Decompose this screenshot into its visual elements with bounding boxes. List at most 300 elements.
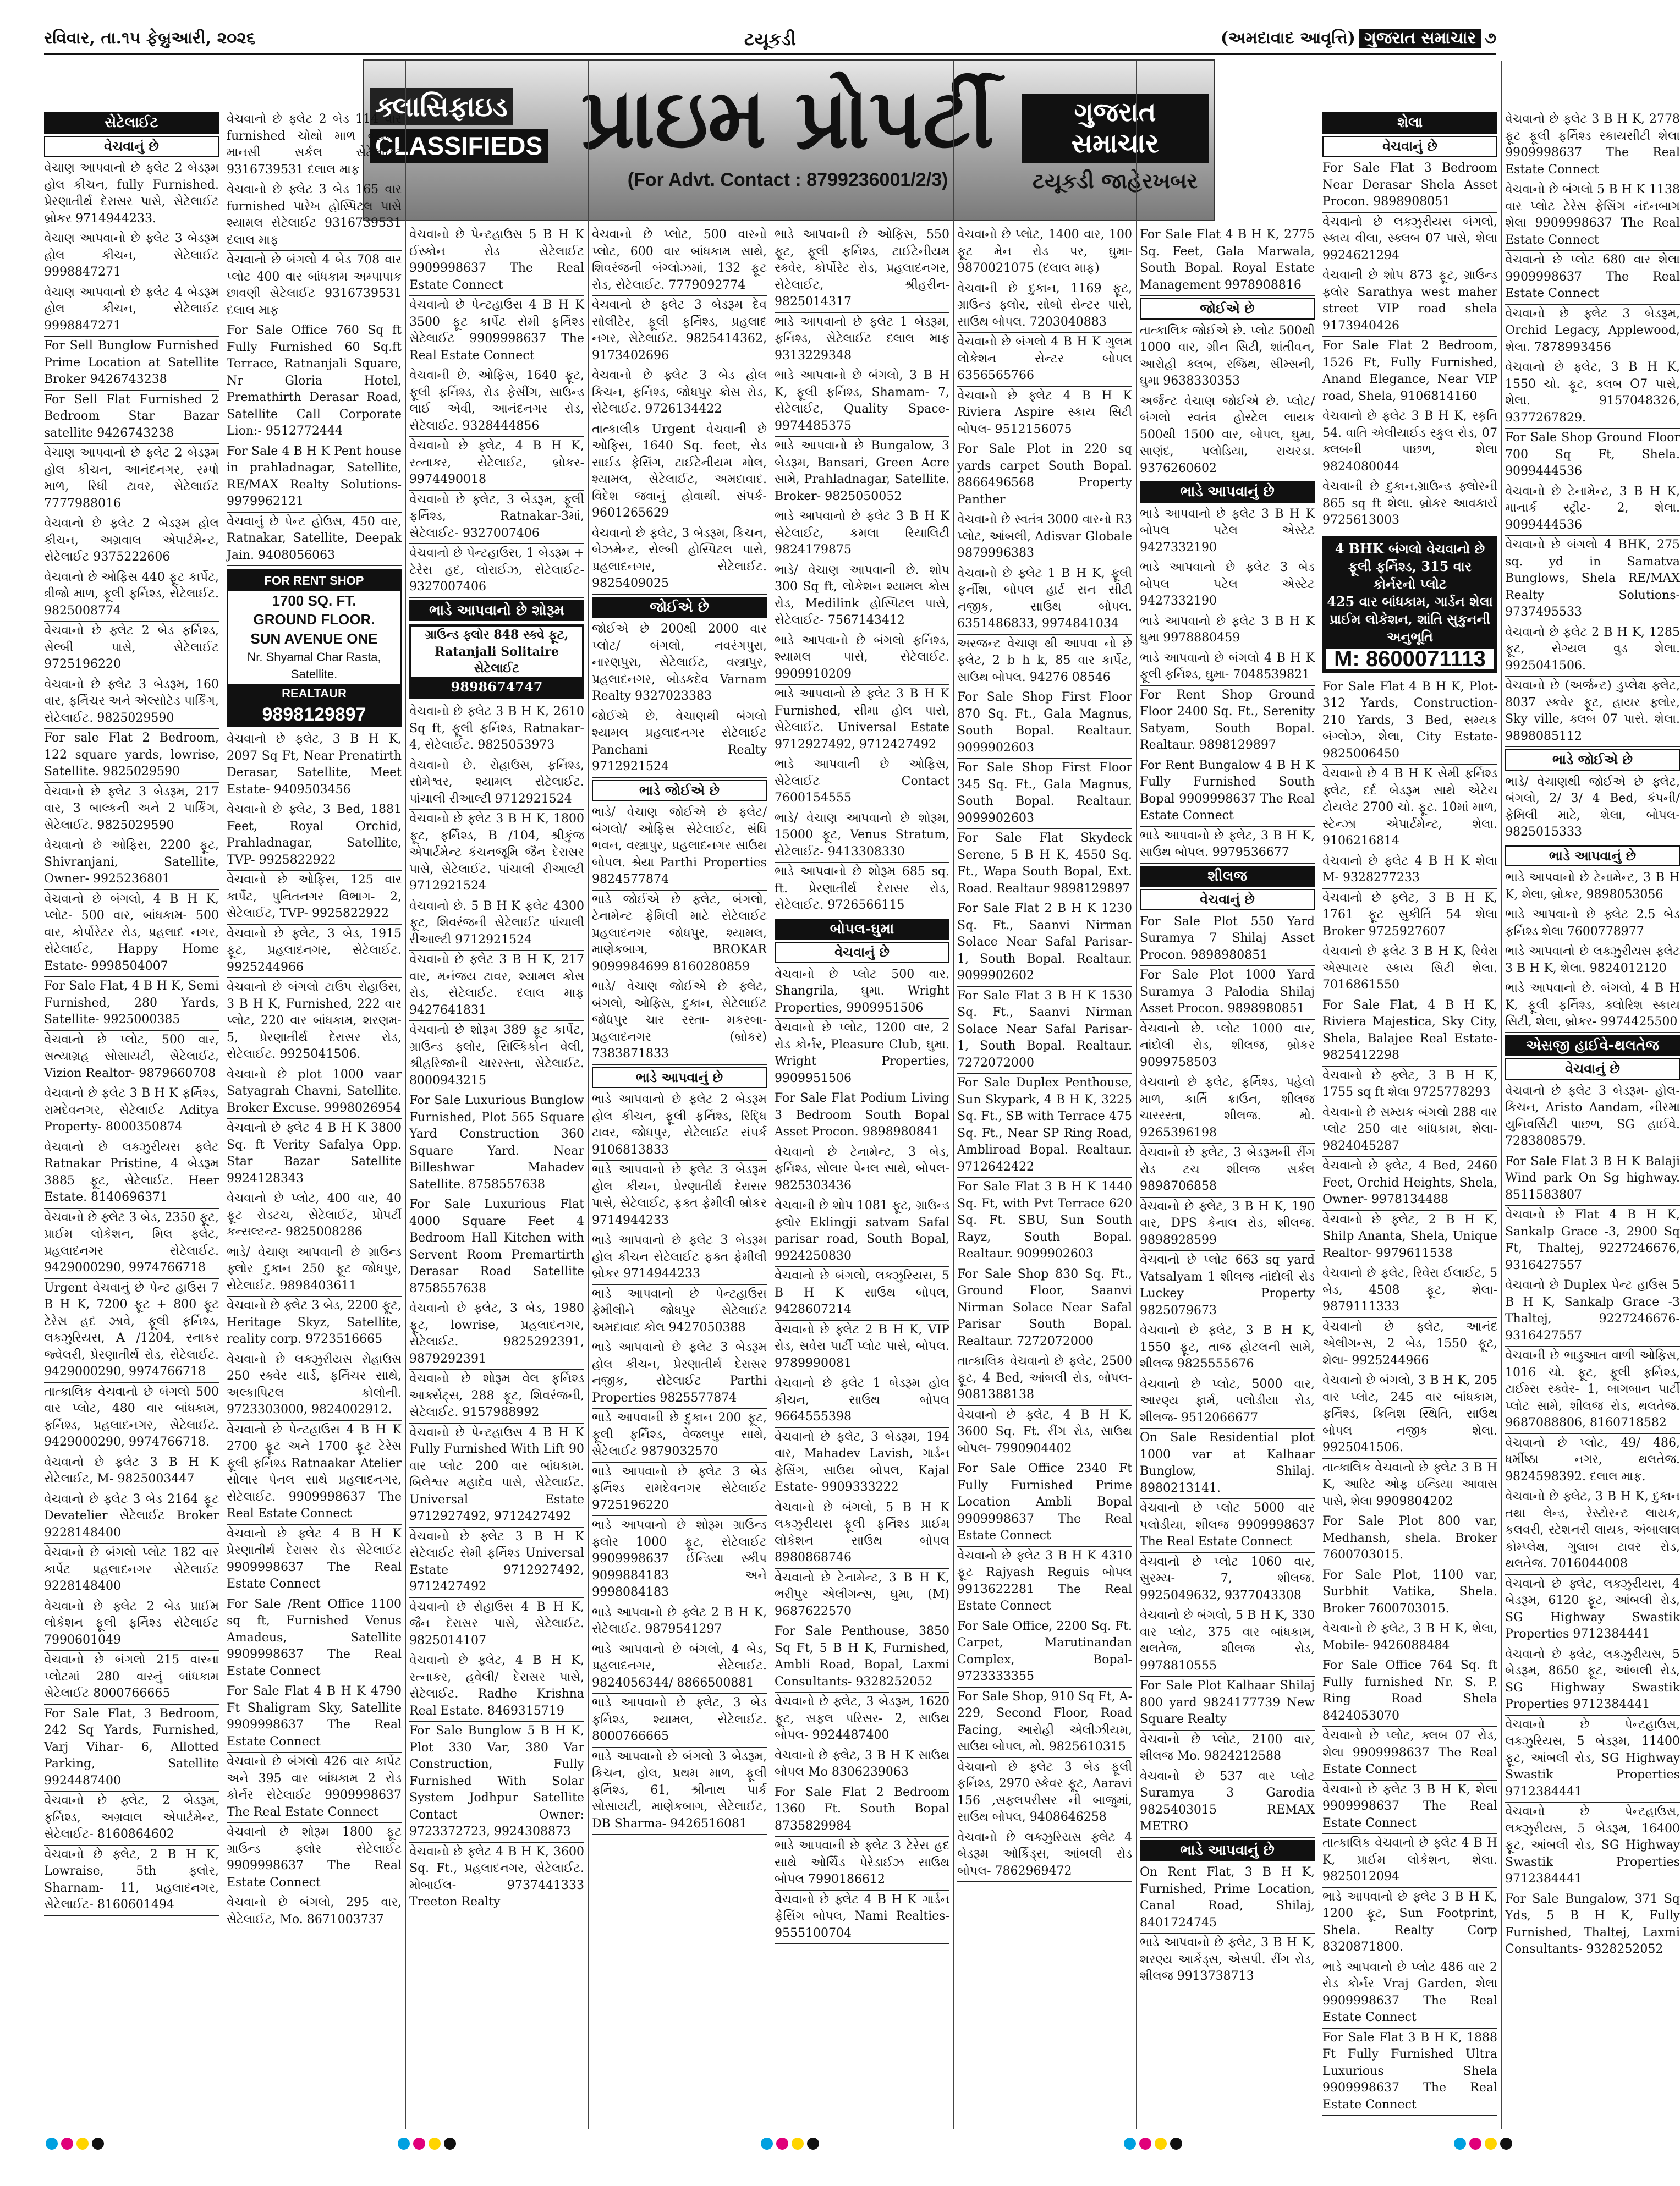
classified-ad: વેચવાનો છે પ્લોટ, 2100 વાર, શીલજ Mo. 9824212588 (1140, 1731, 1315, 1767)
classified-ad: ભાડે/ વેચાણ આપવાની છે. શોપ 300 Sq ft, લોકેશન શ્યામલ ક્રોસ રોડ, Medilink હોસ્પિટલ પાસે, સેટેલાઈટ- 7567143412 (775, 561, 949, 631)
category-subheading: ભાડે જોઈએ છે (1505, 749, 1680, 771)
classified-ad: વેચવાનો છે બંગલો 4 બેડ 708 વાર પ્લોટ 400 વાર બાંધકામ અમ્પાપાક છાવણી સેટેલાઈટ 9316739531 દલાલ માફ (227, 251, 402, 321)
color-dot (761, 2138, 773, 2150)
cmyk-dots-icon (759, 2138, 825, 2153)
classified-ad: ભાડે આપવાનો છે ફ્લેટ 2 બેડરૂમ હોલ કીચન, ફૂલી ફર્નિશ્ડ, રિદ્ધિ ટાવર, જોધપુર, સેટેલાઈટ સંપર્ક 9106813833 (592, 1090, 767, 1161)
classified-ad: વેચવાનો છે બંગલો, 5 B H K, 330 વાર પ્લોટ, 375 વાર બાંધકામ, થલતેજ, શીલજ રોડ, 9978810555 (1140, 1606, 1315, 1677)
classified-ad: વેચવાનો છે ફ્લેટ 3 બેડરૂમ, 217 વાર, 3 બાલ્કની અને 2 પાર્કિંગ, સેટેલાઈટ. 9825029590 (44, 783, 219, 837)
classified-ad: For Sale Flat 4 B H K 4790 Ft Shaligram Sky, Satellite 9909998637 The Real Estate Connect (227, 1682, 402, 1753)
classified-ad: વેચવાનો છે ફ્લેટ 4 B H K પ્રેરણાતીર્થ દેરાસર રોડ સેટેલાઈટ 9909998637 The Real Estate Connect (227, 1525, 402, 1595)
classified-ad: વેચવાનો છે ફ્લેટ, 3 B H K, 190 વાર, DPS કેનાલ રોડ, શીલજ. 9898928599 (1140, 1198, 1315, 1251)
classified-ad: વેચવાનો છે પેન્ટહાઉસ 4 B H K Fully Furnished With Lift 90 વાર પ્લોટ 200 વાર બાંધકામ. બિલેશ્વર મહાદેવ પાસે, સેટેલાઈટ. Universal Estate 9712927492, 9712427492 (409, 1424, 584, 1528)
classified-ad: For Sale Office, 2200 Sq. Ft. Carpet, Marutinandan Complex, Bopal- 9723333355 (957, 1617, 1132, 1688)
section-heading: શીલજ (1140, 866, 1315, 887)
classified-ad: જોઈએ છે 200થી 2000 વાર પ્લોટ/ બંગલો, નવરંગપુરા, નારણપુરા, સેટેલાઈટ, વસ્ત્રાપુર, પ્રહલાદનગર, બોડકદેવ Varnam Realty 9327023383 (592, 620, 767, 707)
cmyk-dots-icon (396, 2138, 462, 2153)
classified-ad: વેચવાનો છે ફ્લેટ 3 બેડ 2164 ફૂટ Devatelier સેટેલાઈટ Broker 9228148400 (44, 1490, 219, 1544)
classified-ad: ભાડે આપવાનો છે બંગલો 3 બેડરૂમ, કિચન, હોલ, પ્રથમ માળ, ફૂલી ફર્નિશ્ડ, 61, શ્રીનાથ પાર્ક સોસાયટી, માણેકબાગ, સેટેલાઈટ, DB Sharma- 9426516081 (592, 1748, 767, 1835)
classified-ad: વેચવાનો છે ફ્લેટ, 3 B H K, 1550 ચો. ફૂટ, ક્લબ O7 પાસે, શેલા. 9157048326, 9377267829. (1505, 358, 1680, 429)
classified-ad: વેચવાનો છે Flat 4 B H K, Sankalp Grace -3, 2900 Sq Ft, Thaltej, 9227246676, 9316427557 (1505, 1206, 1680, 1276)
category-subheading: વેચવાનું છે (1322, 136, 1497, 157)
classified-ad: For Sale Plot Kalhaar Shilaj 800 yard 9824177739 New Square Realty (1140, 1677, 1315, 1731)
classified-ad: On Sale Residential plot 1000 var at Kalhaar Bunglow, Shilaj. 8980213141. (1140, 1429, 1315, 1499)
classified-ad: For Sale Luxurious Bunglow Furnished, Plot 565 Square Yard Construction 360 Square Yard. Near Billeshwar Mahadev Satellite. 8758557638 (409, 1091, 584, 1195)
classified-ad: વેચવાનો છે ફ્લેટ, 2 બેડરૂમ, ફર્નિશ્ડ, અગ્રવાલ એપાર્ટમેન્ટ, સેટેલાઈટ- 8160864602 (44, 1792, 219, 1846)
classified-ad: વેચવાનો છે પ્લોટ, 5000 વાર, આરણ્ય ફાર્મ, પલોડીયા રોડ, શીલજ- 9512066677 (1140, 1375, 1315, 1429)
classified-ad: વેચવાનો છે પ્લોટ, 500 વાર, સત્યાગ્રહ સોસાયટી, સેટેલાઈટ, Vizion Realtor- 9879660708 (44, 1031, 219, 1085)
classified-ad: વેચવાનો છે પેન્ટહાઉસ, 1 બેડરૂમ + ટેરેસ હદ, લોરાઈઝ, સેટેલાઈટ- 9327007406 (409, 544, 584, 598)
classified-ad: વેચવાનો છે લક્ઝુરીયસ રોહાઉસ 250 સ્ક્વેર યાર્ડ, ફર્નિચર સાથે, અલ્કાપિટલ કોલોની. 9723303000, 9824002912. (227, 1350, 402, 1421)
classified-ad: વેચવાનો છે પ્લોટ 1060 વાર, સુરમ્ય- 7, શીલજ. 9925049632, 9377043308 (1140, 1553, 1315, 1607)
classified-ad: વેચવાનો છે ફ્લેટ 2 બેડરૂમ હોલ કીચન, અગ્રવાલ એપાર્ટમેન્ટ, સેટેલાઈટ 9375222606 (44, 514, 219, 568)
banner-english-label: CLASSIFIEDS (370, 129, 548, 163)
classified-ad: For Sale Flat 3 B H K, 1888 Ft Fully Furnished Ultra Luxurious Shela 9909998637 The Real Estate Connect (1322, 2029, 1497, 2116)
classified-ad: વેચવાનો છે ફ્લેટ 3 B H K, 2610 Sq ft, ફૂલી ફર્નિશ્ડ, Ratnakar-4, સેટેલાઈટ. 9825053973 (409, 702, 584, 756)
classified-ad: For Sale Shop 830 Sq. Ft., Ground Floor, Saanvi Nirman Solace Near Safal Parisar South Bopal. Realtaur. 7272072000 (957, 1265, 1132, 1353)
promo-line: ફૂલી ફર્નિશ્ડ, 315 વાર કોર્નરનો પ્લોટ (1348, 558, 1472, 592)
box-building: Ratanjali Solitaire (435, 644, 559, 659)
classified-ad: For Sale Flat 4 B H K, 2775 Sq. Feet, Gala Marwala, South Bopal. Royal Estate Management 9978908816 (1140, 226, 1315, 296)
classified-ad: For Sale Bunglow 5 B H K, Plot 330 Var, 380 Var Construction, Fully Furnished With Solar System Jodhpur Satellite Contact Owner: 9723372723, 9924308873 (409, 1722, 584, 1843)
box-phone: 9898129897 (228, 704, 400, 726)
section-heading: બોપલ-ઘુમા (775, 919, 949, 940)
classified-ad: વેચવાનો છે પ્લોટ, 1400 વાર, 100 ફૂટ મેન રોડ પર, ઘુમા- 9870021075 (દલાલ માફ) (957, 226, 1132, 279)
classified-ad: વેચવાનો છે શોરૂમ 1800 ફૂટ ગ્રાઉન્ડ ફ્લોર સેટેલાઈટ 9909998637 The Real Estate Connect (227, 1823, 402, 1893)
classified-ad: વેચવાનો છે ફ્લેટ 3 બેડ, 2350 ફૂટ, પ્રાઈમ લોકેશન, મિલ ફ્લેટ, પ્રહલાદનગર સેટેલાઈટ. 9429000290, 9974766718 (44, 1209, 219, 1279)
classified-ad: ભાડે/ વેચાણ જોઈએ છે ફ્લેટ/ બંગલો/ ઓફિસ સેટેલાઈટ, સંધિ ભવન, વસ્ત્રાપુર, પ્રહલાદનગર સાઉથ બોપલ. શ્રેયા Parthi Properties 9824577874 (592, 803, 767, 891)
classified-ad: For Sale Penthouse, 3850 Sq Ft, 5 B H K, Furnished, Ambli Road, Bopal, Laxmi Consultants- 9328252052 (775, 1622, 949, 1693)
classified-ad: વેચવાનો છે પ્લોટ, ક્લબ 07 રોડ, શેલા 9909998637 The Real Estate Connect (1322, 1727, 1497, 1781)
classified-ad: વેચવાનો છે રોહાઉસ 4 B H K, જૈન દેરાસર પાસે, સેટેલાઈટ. 9825014107 (409, 1598, 584, 1652)
classified-ad: વેચવાનો છે ફ્લેટ, 3 બેડરૂમ, ફૂલી ફર્નિશ્ડ, Ratnakar-3માં, સેટેલાઈટ- 9327007406 (409, 491, 584, 545)
promo-line: 425 વાર બાંધકામ, ગાર્ડન શેલા (1327, 593, 1493, 609)
classified-ad: અરજન્ટ વેચાણ થી આપવા નો છે ફ્લેટ, 2 b h k, 85 વાર કાર્પેટ, સાઉથ બોપલ. 94276 08546 (957, 635, 1132, 689)
classified-ad: વેચવાનો છે પ્લોટ 663 sq yard Vatsalyam 1 શીલજ નાંદોલી રોડ Luckey Property 9825079673 (1140, 1251, 1315, 1321)
classified-ad: ભાડે આપવાનો છે ટેનામેન્ટ, 3 B H K, શેલા, બ્રોકર, 9898053056 (1505, 869, 1680, 905)
classified-ad: વેચવાનો છે સમ્યક બંગલો 288 વાર પ્લોટ 250 વાર બાંધકામ, શેલા- 9824045287 (1322, 1103, 1497, 1157)
classified-ad: વેચવાનો છે લક્ઝુરિયસ ફ્લેટ 4 બેડરૂમ ઓર્કિડ્સ, આંબલી રોડ બોપલ- 7862969472 (957, 1828, 1132, 1882)
column-divider (588, 61, 589, 2129)
classified-ad: વેચાણ આપવાનો છે ફ્લેટ 4 બેડરૂમ હોલ કીચન, સેટેલાઈટ 9998847271 (44, 283, 219, 337)
classified-ad: વેચવાનો છે ફ્લેટ 1 B H K, ફૂલી ફર્નીશ, બોપલ હાર્ટ સન સીટી નજીક, સાઉથ બોપલ. 6351486833, 9974841034 (957, 564, 1132, 635)
classified-ad: For Sale Flat, 3 Bedroom, 242 Sq Yards, Furnished, Varj Vihar- 6, Allotted Parking, Satellite 9924487400 (44, 1705, 219, 1792)
classified-ad: ભાડે આપવાનો છે ફ્લેટ 1 બેડરૂમ, ફર્નિશ્ડ, સેટેલાઈટ દલાલ માફ 9313229348 (775, 313, 949, 367)
classified-ad: On Rent Flat, 3 B H K, Furnished, Prime Location, Canal Road, Shilaj, 8401724745 (1140, 1863, 1315, 1934)
classified-ad: ભાડે આપવાનો છે ફ્લેટ 3 બેડ ફર્નિશ્ડ રામદેવનગર સેટેલાઈટ 9725196220 (592, 1463, 767, 1517)
box-floor: GROUND FLOOR. (253, 611, 375, 628)
classified-ad: For Sale Bungalow, 371 Sq Yds, 5 B H K, Fully Furnished, Thaltej, Laxmi Consultants- 9328252052 (1505, 1890, 1680, 1960)
column-divider (1136, 61, 1137, 2129)
column-4 (592, 226, 767, 1835)
column-1 (44, 110, 219, 1916)
classified-ad: For Sale Flat 3 B H K Balaji Wind park On Sg highway. 8511583807 (1505, 1152, 1680, 1206)
classified-ad: વેચવાનો છે ફ્લેટ 3 બેડરૂમ દેવ સોલીટેર, ફૂલી ફર્નિશ્ડ, પ્રહલાદ નગર, સેટેલાઈટ. 9825414362, 9173402696 (592, 296, 767, 366)
classified-ad: વેચવાનો છે ફ્લેટ 2 B H K, VIP રોડ, સવેરા પાર્ટી પ્લોટ પાસે, બોપલ. 9789990081 (775, 1321, 949, 1375)
classified-ad: વેચવાનો છે ફ્લેટ, આનંદ એલીગન્સ, 2 બેડ, 1550 ફૂટ, શેલા- 9925244966 (1322, 1318, 1497, 1372)
classified-ad: For Sale Flat Skydeck Serene, 5 B H K, 4550 Sq. Ft., Wapa South Bopal, Ext. Road. Realtaur 9898129897 (957, 829, 1132, 899)
issue-date: રવિવાર, તા.૧૫ ફેબ્રુઆરી, ૨૦૨૬ (44, 29, 256, 48)
classified-ad: વેચવાનો છે બંગલો ટાઉપ રોહાઉસ, 3 B H K, Furnished, 222 વાર પ્લોટ, 220 વાર બાંધકામ, શરણમ- 5, પ્રેરણાતીર્થ દેરાસર રોડ, સેટેલાઈટ. 9925041506. (227, 978, 402, 1065)
classified-ad: વેચવાનો છે ફ્લેટ 3 B H K 4310 ફૂટ Rajyash Reguis બોપલ 9913622281 The Real Estate Connect (957, 1547, 1132, 1617)
classified-ad: વેચવાનો છે. રોહાઉસ, ફર્નિશ્ડ, સોમેશ્વર, શ્યામલ સેટેલાઈટ. પાંચાલી રીઆલ્ટી 9712921524 (409, 756, 584, 810)
classified-ad: ભાડે આપવાનો છે ફ્લેટ 3 B H K બોપલ પટેલ એસ્ટેટ 9427332190 (1140, 505, 1315, 559)
classified-ad: ભાડે આપવાનો છે લક્ઝુરીયસ ફ્લેટ 3 B H K, શેલા. 9824012120 (1505, 942, 1680, 979)
classified-ad: વેચવાનો છે ફ્લેટ 2 બેડ પ્રાઈમ લોકેશન ફૂલી ફર્નિશ્ડ સેટેલાઈટ 7990601049 (44, 1597, 219, 1651)
classified-ad: વેચવાનો છે ફ્લેટ, 3 બેડરૂમ, 194 વાર, Mahadev Lavish, ગાર્ડન ફેસિંગ, સાઉથ બોપલ, Kajal Estate- 9909333222 (775, 1428, 949, 1498)
classified-ad: વેચવાનો છે ફ્લેટ 4 B H K શેલા M- 9328277233 (1322, 852, 1497, 889)
classified-ad: For Sale Shop First Floor 870 Sq. Ft., Gala Magnus, South Bopal. Realtaur. 9099902603 (957, 688, 1132, 759)
classified-ad: વેચવાનો છે ઓફિસ 440 ફૂટ કાર્પેટ, ત્રીજો માળ, ફૂલી ફર્નિશ્ડ, સેટેલાઈટ. 9825008774 (44, 568, 219, 622)
box-address: Nr. Shyamal Char Rasta, Satellite. (247, 650, 381, 681)
classified-ad: વેચવાનો છે ફ્લેટ 3 B H K, 217 વાર, મનંજય ટાવર, શ્યામલ ક્રોસ રોડ, સેટેલાઈટ. દલાલ માફ 9427641831 (409, 951, 584, 1021)
color-dot (46, 2138, 58, 2150)
color-dot (807, 2138, 819, 2150)
classified-ad: વેચવાનો છે ફ્લેટ 3 બેડરૂમ, 160 વાર, ફર્નિચર અને એલ્સોટેડ પાર્કિંગ, સેટેલાઈટ. 9825029590 (44, 675, 219, 729)
column-divider (953, 61, 954, 2129)
category-subheading: વેચવાનું છે (1140, 889, 1315, 910)
classified-ad: વેચવાનો છે ફ્લેટ, 3 Bed, 1881 Feet, Royal Orchid, Prahladnagar, Satellite, TVP- 9925822922 (227, 800, 402, 871)
classified-ad: વેચવાનો છે પ્લોટ, 1200 વાર, 2 રોડ કોર્નર, Pleasure Club, ઘુમા. Wright Properties, 9909951506 (775, 1019, 949, 1089)
classified-ad: તાત્કાલિક વેચવાનો છે ફ્લેટ 4 B H K, પ્રાઈમ લોકેશન, શેલા. 9825012094 (1322, 1834, 1497, 1888)
classified-ad: વેચવાનો છે બંગલો પ્લોટ 182 વાર કાર્પેટ પ્રહલાદનગર સેટેલાઈટ 9228148400 (44, 1544, 219, 1597)
classified-ad: વેચવાનો છે લક્ઝુરીયસ ફ્લેટ Ratnakar Pristine, 4 બેડરૂમ 3885 ફૂટ, સેટેલાઈટ. Heer Estate. 8140696371 (44, 1138, 219, 1209)
classified-ad: તાત્કાલિક વેચવાનો છે ફ્લેટ 3 B H K, આરિટ ઓફ ઇન્ડિયા આવાસ પાસે, શેલા 9909804202 (1322, 1459, 1497, 1513)
classified-ad: વેચવાનો છે ફ્લેટ, 2 B H K, Lowraise, 5th ફ્લોર, Sharnam- 11, પ્રહલાદનગર, સેટેલાઈટ- 8160601494 (44, 1846, 219, 1916)
classified-ad: વેચવાનો છે ફ્લેટ, 3 B H K, 1755 sq ft શેલા 9725778293 (1322, 1067, 1497, 1103)
column-9 (1505, 110, 1680, 1960)
classified-ad: ભાડે આપવાનો છે ફ્લેટ 3 B H K Furnished, સીમા હોલ પાસે, સેટેલાઈટ. Universal Estate 9712927492, 9712427492 (775, 685, 949, 755)
classified-ad: વેચવાનો છે ફ્લેટ 1 બેડરૂમ હોલ કીચન, સાઉથ બોપલ 9664555398 (775, 1374, 949, 1428)
classified-ad: For Sell Flat Furnished 2 Bedroom Star Bazar satellite 9426743238 (44, 391, 219, 444)
classified-ad: ભાડે આપવાનો છે પ્લોટ 486 વાર 2 રોડ કોર્નર Vraj Garden, શેલા 9909998637 The Real Estate Connect (1322, 1958, 1497, 2029)
promo-line: પ્રાઈમ લોકેશન, શાંતિ સુકુનની અનુભૂતિ (1329, 611, 1491, 645)
classified-ad: For Sale Shop First Floor 345 Sq. Ft., Gala Magnus, South Bopal. Realtaur. 9099902603 (957, 759, 1132, 829)
section-heading: ભાડે આપવાનું છે (1140, 1840, 1315, 1861)
classified-ad: વેચવાનો છે બંગલો 426 વાર કાર્પેટ અને 395 વાર બાંધકામ 2 રોડ કોર્નર સેટેલાઈટ 9909998637 The Real Estate Connect (227, 1753, 402, 1823)
classified-ad: ભાડે આપવાનો છે બંગલો ફર્નિશ્ડ, શ્યામલ પાસે, સેટેલાઈટ. 9909910209 (775, 631, 949, 685)
classified-ad: ભાડે આપવાનો છે બંગલો, 3 B H K, ફૂલી ફર્નિશ્ડ, Shamam- 7, સેટેલાઈટ, Quality Space- 9974485375 (775, 366, 949, 437)
classified-ad: For Sale Office 764 Sq. ft Fully furnished Nr. S. P. Ring Road Shela 8424053070 (1322, 1656, 1497, 1727)
classified-ad: વેચવાનો છે ફ્લેટ 3 B H K ફર્નિશ્ડ, રામદેવનગર, સેટેલાઈટ Aditya Property- 8000350874 (44, 1084, 219, 1138)
classified-ad: વેચવાનો છે પ્લોટ, 500 વારનો પ્લોટ, 600 વાર બાંધકામ સાથે, શિવરંજની બંગ્લોઝમાં, 132 ફૂટ રોડ, સેટેલાઈટ. 7779092774 (592, 226, 767, 296)
paper-logo: ગુજરાત સમાચાર (1359, 29, 1481, 48)
section-name: ટયૂકડી (744, 29, 797, 50)
classified-ad: For Sale Flat 3 Bedroom Near Derasar Shela Asset Procon. 9898908051 (1322, 159, 1497, 213)
category-subheading: ભાડે જોઈએ છે (592, 780, 767, 801)
classified-ad: ભાડે આપવાનો છે ફ્લેટ 3 બેડરૂમ હોલ કીચન સેટેલાઈટ ફક્ત ફેમીલી બ્રોકર 9714944233 (592, 1231, 767, 1285)
color-dot (398, 2138, 410, 2150)
classified-ad: વેચવાનો છે પેન્ટહાઉસ, લક્ઝુરીયસ, 5 બેડરૂમ, 16400 ફૂટ, આંબલી રોડ, SG Highway Swastik Properties 9712384441 (1505, 1803, 1680, 1890)
classified-ad: વેચવાનો છે ફ્લેટ, 4 B H K, 3600 Sq. Ft. રીંગ રોડ, સાઉથ બોપલ- 7990904402 (957, 1406, 1132, 1460)
classified-ad: ભાડે આપવાનો છે બંગલો 4 B H K ફૂલી ફર્નિશ્ડ, ઘુમા- 7048539821 (1140, 649, 1315, 686)
classified-ad: For Sale Duplex Penthouse, Sun Skypark, 4 B H K, 3225 Sq. Ft., SB with Terrace 475 Sq. Ft., Near SP Ring Road, Ambliroad Bopal. Realtaur. 9712642422 (957, 1074, 1132, 1178)
color-dot (61, 2138, 73, 2150)
classified-ad: વેચવાનો છે ફ્લેટ, 3 બેડરૂમની રીંગ રોડ ટચ શીલજ સર્કલ 9898706858 (1140, 1144, 1315, 1198)
color-dot (1469, 2138, 1481, 2150)
classified-ad: વેચવાનો છે ફ્લેટ, ફર્નિશ્ડ, પહેલો માળ, કાર્તિ ક્રાઉન, શીલજ ચારરસ્તા, શીલજ. મો. 9265396198 (1140, 1073, 1315, 1144)
classified-ad: ભાડે આપવાનો છે પેન્ટહાઉસ ફેમીલીને જોધપુર સેટેલાઈટ અમદાવાદ કોલ 9427050388 (592, 1285, 767, 1339)
category-subheading: વેચવાનું છે (1505, 1058, 1680, 1080)
classified-ad: For Sale 4 B H K Pent house in prahladnagar, Satellite, RE/MAX Realty Solutions- 9979962121 (227, 442, 402, 513)
promo-phone: M: 8600071113 (1326, 649, 1494, 669)
classified-ad: વેચવાનો છે ફ્લેટ 3 B H K, રિવેરા એસ્પાયર સ્કાય સિટી શેલા. 7016861550 (1322, 942, 1497, 996)
classified-ad: વેચવાનો છે 4 B H K સેમી ફર્નિશ્ડ ફ્લેટ, દર્દ બેડરૂમ સાથે એટેચ ટોયલેટ 2700 ચો. ફૂટ. 10માં માળ, સ્ટેન્ઝા એપાર્ટમેન્ટ, શેલા. 9106216814 (1322, 765, 1497, 852)
column-2 (227, 110, 402, 1930)
classified-ad: વેચવાનો છે ફ્લેટ 3 B H K, 1800 ફૂટ, ફર્નિશ્ડ, B /104, શ્રીકુંજ એપાર્ટમેન્ટ કંચનજૂમિ જૈન દેરાસર પાસે, સેટેલાઈટ. પાંચાલી રીઆલ્ટી 9712921524 (409, 810, 584, 897)
classified-ad: For Sale Flat 4 B H K, Plot- 312 Yards, Construction- 210 Yards, 3 Bed, સમ્યક બંગ્લોઝ, શેલા, City Estate- 9825006450 (1322, 678, 1497, 765)
box-area: ગ્રાઉન્ડ ફ્લોર 848 સ્ક્વે ફૂટ, (425, 628, 569, 642)
color-dot (1485, 2138, 1497, 2150)
column-divider (405, 61, 406, 2129)
color-dot (1155, 2138, 1167, 2150)
banner-contact: (For Advt. Contact : 8799236001/2/3) (627, 169, 948, 190)
classified-ad: વેચવાનો છે ફ્લેટ 3 બેડરૂમ- હોલ- કિચન, Aristo Aandam, નીરમા યુનિવર્સિટી પાછળ, SG હાઈવે. 7283808579. (1505, 1082, 1680, 1152)
classified-ad: વેચવાનો છે ફ્લેટ, 3 B H K, 2097 Sq Ft, Near Prenatirth Derasar, Satellite, Meet Estate- 9409503456 (227, 730, 402, 800)
classified-ad: ભાડે આપવાનો છે. બંગલો, 4 B H K, ફૂલી ફર્નિશ્ડ, ક્લોરિશ સ્કાય સિટી, શેલા, બ્રોકર- 9974425500 (1505, 979, 1680, 1033)
classified-ad: For Sale Shop Ground Floor 700 Sq Ft, Shela. 9099444536 (1505, 429, 1680, 482)
category-subheading: વેચવાનું છે (775, 942, 949, 963)
category-subheading: જોઈએ છે (1140, 298, 1315, 320)
classified-ad: વેચવાનો છે. પ્લોટ 1000 વાર, નાંદોલી રોડ, શીલજ, બ્રોકર 9099758503 (1140, 1020, 1315, 1074)
color-dot (1124, 2138, 1136, 2150)
section-heading: જોઈએ છે (592, 597, 767, 618)
classified-ad: વેચવાનો છે પેન્ટહાઉસ 4 B H K 3500 ફૂટ કાર્પેટ સેમી ફર્નિશ્ડ સેટેલાઈટ 9909998637 The Real Estate Connect (409, 296, 584, 366)
classified-ad: વેચવાની છે દુકાન.ગ્રાઉન્ડ ફ્લોરની 865 sq ft શેલા. બ્રોકર આવકાર્ય 9725613003 (1322, 477, 1497, 531)
classified-ad: વેચવાનો છે ફ્લેટ 3 B H K સેટેલાઈટ સેમી ફર્નિશ્ડ Universal Estate 9712927492, 9712427492 (409, 1528, 584, 1598)
classified-ad: વેચવાનો છે ફ્લેટ, 2 B H K, Shilp Ananta, Shela, Unique Realtor- 9979611538 (1322, 1211, 1497, 1265)
classified-ad: વેચવાનો છે ટેનામેન્ટ, 3 બેડ, ફર્નિશ્ડ, સોલાર પેનલ સાથે, બોપલ- 9825303436 (775, 1143, 949, 1197)
classified-ad: વેચવાનો છે ટેનામેન્ટ, 3 B H K, માનાર્ક સ્ટ્રીટ- 2, શેલા. 9099444536 (1505, 482, 1680, 536)
category-subheading: ભાડે આપવાનું છે (592, 1067, 767, 1089)
print-registration-marks (44, 2134, 1496, 2156)
classified-ad: વેચવાનો છે ફ્લેટ, રિવેરા ઈલાઈટ, 5 બેડ, 4508 ફૂટ, શેલા- 9879111333 (1322, 1264, 1497, 1318)
classified-ad: વેચવાનો છે ફ્લેટ 3 B H K, સ્કૃતિ 54. વાતિ એલીયાઈડ સ્કુલ રોડ, 07 ક્લબની પાછળ, શેલા 9824080044 (1322, 407, 1497, 477)
classified-ad: વેચવાનો છે બંગલો, 5 B H K લક્ઝુરીયસ ફૂલી ફર્નિશ્ડ પ્રાઈમ લોકેશન સાઉથ બોપલ 8980868746 (775, 1498, 949, 1569)
classified-ad: વેચવાનો છે ફ્લેટ 3 બેડ ફૂલી ફર્નિશ્ડ, 2970 સ્કેવર ફૂટ, Aaravi 156 ,સફલપરીસર ની બાજુમાં, સાઉથ બોપલ, 9408646258 (957, 1758, 1132, 1828)
classified-ad: ભાડે જોઈએ છે ફ્લેટ, બંગલો, ટેનામેન્ટ ફેમિલી માટે સેટેલાઈટ પ્રહલાદનગર જોધપુર, શ્યામલ, માણેકબાગ, BROKAR 9099984699 8160280859 (592, 891, 767, 978)
classified-ad: વેચવાનો છે ફ્લેટ, લક્ઝુરીયસ, 5 બેડરૂમ, 8650 ફૂટ, આંબલી રોડ, SG Highway Swastik Properties 9712384441 (1505, 1645, 1680, 1716)
edition-info (1221, 29, 1496, 48)
classified-ad: વેચવાનો છે ઓફિસ, 125 વાર કાર્પેટ, પુનિતનગર વિભાગ- 2, સેટેલાઈટ, TVP- 9925822922 (227, 871, 402, 925)
classified-ad: વેચવાનો છે બંગલો 4 B H K ગુલમ લોકેશન સેન્ટર બોપલ 6356565766 (957, 333, 1132, 387)
color-dot (429, 2138, 441, 2150)
classified-ad: વેચવાનો છે ટેનામેન્ટ, 3 B H K, ભરીપુર એલીગન્સ, ઘુમા, (M) 9687622570 (775, 1569, 949, 1623)
page-number: ૭ (1485, 29, 1496, 48)
column-3 (409, 226, 584, 1913)
classified-ad: વેચવાનો છે પેન્ટહાઉસ 4 B H K 2700 ફૂટ અને 1700 ફૂટ ટેરેસ ફૂલી ફર્નિશ્ડ Ratnaakar Atelier સોલાર પેનલ સાથે પ્રહલાદનગર, સેટેલાઈટ. 9909998637 The Real Estate Connect (227, 1421, 402, 1525)
color-dot (776, 2138, 788, 2150)
classified-ad: ભાડે/ વેચાણ જોઈએ છે ફ્લેટ, બંગલો, ઓફિસ, દુકાન, સેટેલાઈટ જોધપુર ચાર રસ્તા- મકરબા- પ્રહલાદનગર (બ્રોકર) 7383871833 (592, 977, 767, 1065)
classified-ad: ભાડે આપવાની છે ફ્લેટ 3 ટેરેસ હદ સાથે ઓર્ચિડ પેરેડાઈઝ સાઉથ બોપલ 7990186612 (775, 1837, 949, 1891)
classified-ad: તાત્કાલિક વેચવાનો છે ફ્લેટ, 2500 ફૂટ, 4 Bed, આંબલી રોડ, બોપલ- 9081388138 (957, 1352, 1132, 1406)
classified-ad: Urgent વેચવાનું છે પેન્ટ હાઉસ 7 B H K, 7200 ફૂટ + 800 ફૂટ ટેરેસ હદ ઝાવે, ફૂલી ફર્નિશ્ડ, લક્ઝુરિયસ, A /1204, સ્નાકર જ્વેલરી, પ્રેરણાતીર્થ રોડ, સેટેલાઈટ. 9429000290, 9974766718 (44, 1279, 219, 1383)
classified-ad: વેચાણ આપવાનો છે ફ્લેટ 2 બેડરૂમ હોલ કીચન, fully Furnished. પ્રેરણાતીર્થ દેરાસર પાસે, સેટેલાઈટ બ્રોકર 9714944233. (44, 159, 219, 229)
classified-ad: ભાડે આપવાનો છે ફ્લેટ 2.5 બેડ ફર્નિશ્ડ શેલા 7600778977 (1505, 905, 1680, 942)
classified-ad: ભાડે આપવાનો છે ફ્લેટ 3 બેડરૂમ હોલ કીચન, પ્રેરણાતીર્થ દેરાસર નજીક, સેટેલાઈટ Parthi Properties 9825577874 (592, 1338, 767, 1409)
section-heading: એસજી હાઈવે-થલતેજ (1505, 1035, 1680, 1057)
classified-ad: વેચવાનો છે Duplex પેન્ટ હાઉસ 5 B H K, Sankalp Grace -3 Thaltej, 9227246676- 9316427557 (1505, 1276, 1680, 1347)
classified-ad: ભાડે/ વેચાણથી જોઈએ છે ફ્લેટ, બંગલો, 2/ 3/ 4 Bed, કંપની/ ફેમિલી માટે, શેલા, બોપલ- 9825015333 (1505, 773, 1680, 843)
classified-ad: વેચવાનો છે. 5 B H K ફ્લેટ 4300 ફૂટ, શિવરંજની સેટેલાઈટ પાંચાલી રીઆલ્ટી 9712921524 (409, 897, 584, 951)
section-heading: ભાડે આપવાનો છે શોરૂમ (409, 600, 584, 622)
classified-ad: વેચવાનો છે 537 વાર પ્લોટ Suramya 3 Garodia 9825403015 REMAX METRO (1140, 1767, 1315, 1838)
color-dot (444, 2138, 456, 2150)
classified-ad: વેચવાનો છે બંગલો 4 BHK, 275 sq. yd in Samatva Bunglows, Shela RE/MAX Realty Solutions- 9737495533 (1505, 536, 1680, 623)
banner-paper-block (1022, 94, 1209, 194)
classified-ad: ભાડે/ વેચાણ આપવાનો છે શોરૂમ, 15000 ફૂટ, Venus Stratum, સેટેલાઈટ- 9413308330 (775, 809, 949, 863)
banner-paper-logo: ગુજરાત સમાચાર (1022, 94, 1209, 163)
classified-ad: For Sale Flat 3 B H K 1440 Sq. Ft, with Pvt Terrace 620 Sq. Ft. SBU, Sun South Rayz, South Bopal. Realtaur. 9099902603 (957, 1178, 1132, 1265)
classified-ad: For Sale Office 2340 Ft Fully Furnished Prime Location Ambli Bopal 9909998637 The Real Estate Connect (957, 1459, 1132, 1547)
classified-ad: તાત્કાલિક વેચવાનો છે બંગલો 500 વાર પ્લોટ, 480 વાર બાંધકામ, ફર્નિશ્ડ, પ્રહલાદનગર, સેટેલાઈટ. 9429000290, 9974766718. (44, 1383, 219, 1453)
classified-ad: ભાડે આપવાનો છે ફ્લેટ, 3 B H K, સાઉથ બોપલ. 9979536677 (1140, 827, 1315, 864)
classified-ad: વેચવાનો છે ફ્લેટ 3 B H K સેટેલાઈટ, M- 9825003447 (44, 1453, 219, 1490)
column-7 (1140, 226, 1315, 1987)
classified-ad: For Sale Flat 2 Bedroom, 1526 Ft, Fully Furnished, Anand Elegance, Near VIP road, Shela, 9106814160 (1322, 337, 1497, 407)
category-subheading: ભાડે આપવાનું છે (1505, 845, 1680, 867)
classified-ad: For Sell Bunglow Furnished Prime Location at Satellite Broker 9426743238 (44, 337, 219, 391)
classified-ad: વેચવાનો છે plot 1000 vaar Satyagrah Chavni, Satellite. Broker Excuse. 9998026954 (227, 1065, 402, 1119)
classified-ad: વેચવાનો છે લક્ઝુરીયસ બંગલો, સ્કાય વીલા, સ્ક્લબ 07 પાસે, શેલા 9924621294 (1322, 213, 1497, 267)
classified-ad: ભાડે આપવાનો છે ફ્લેટ 3 બેડ બોપલ પટેલ એસ્ટેટ 9427332190 (1140, 558, 1315, 612)
classified-ad: ભાડે આપવાનો છે શોરૂમ ગ્રાઉન્ડ ફ્લોર 1000 ફૂટ, સેટેલાઈટ 9909998637 ઈન્ડિયા સ્કીપ 9099884183 અને 9998084183 (592, 1516, 767, 1603)
classified-ad: વેચવાનો છે (અર્જન્ટ) ડુપ્લેક્ષ ફ્લેટ, 8037 સ્કવેર ફૂટ, હાયર ફ્લોર, Sky ville, ક્લબ 07 પાસે. શેલા. 9898085112 (1505, 677, 1680, 747)
prime-property-banner (363, 59, 1215, 221)
classified-ad: ભાડે આપવાનો છે ફ્લેટ, 3 B H K, શરણ્ય આર્કેડ્સ, એસપી. રીંગ રોડ, શીલજ 9913738713 (1140, 1934, 1315, 1987)
classified-ad: વેચવાનો છે ફ્લેટ 2 બેડ 114 વાર furnished ચોથો માળ વૃંદાવન માનસી સર્કલ સેટેલાઈટ 9316739531 દલાલ માફ (227, 110, 402, 180)
classified-ad: For Sale Flat 3 B H K 1530 Sq. Ft., Saanvi Nirman Solace Near Safal Parisar- 1, South Bopal. Realtaur. 7272072000 (957, 987, 1132, 1074)
classified-ad: વેચવાનો છે ફ્લેટ, 3 B H K સાઉથ બોપલ Mo 8306239063 (775, 1746, 949, 1783)
classified-ad: For Sale Flat Podium Living 3 Bedroom South Bopal Asset Procon. 9898980841 (775, 1089, 949, 1143)
classified-ad: વેચવાનો છે ફ્લેટ, 3 B H K, દુકાન તથા લેન્ડ, રેસ્ટોરન્ટ લાયક, કલવરી, સ્ટેશનરી લાયક, અંબાલાલ કોમ્પ્લેક્ષ, ગુલાબ ટાવર રોડ, થલતેજ. 7016044008 (1505, 1487, 1680, 1575)
classified-ad: For Sale Shop, 910 Sq Ft, A- 229, Second Floor, Road Facing, આરોહી એલીઝીયમ, સાઉથ બોપલ, મો. 9825610315 (957, 1688, 1132, 1758)
classified-ad: વેચવાનો છે ઓફિસ, 2200 ફૂટ, Shivranjani, Satellite, Owner- 9925236801 (44, 836, 219, 890)
classified-ad: વેચવાનો છે બંગલો 215 વારના પ્લોટમાં 280 વારનું બાંધકામ સેટેલાઈટ 8000766665 (44, 1651, 219, 1705)
cmyk-dots-icon (1452, 2138, 1518, 2153)
classified-ad: વેચવાનો છે શોરૂમ 389 ફૂટ કાર્પેટ, ગ્રાઉન્ડ ફ્લોર, સિલ્કિકોન વેલી, શ્રીહરિજાની ચારરસ્તા, સેટેલાઈટ. 8000943215 (409, 1021, 584, 1091)
classified-ad: ભાડે આપવાનો છે ફ્લેટ 2 B H K, સેટેલાઈટ. 9879541297 (592, 1603, 767, 1640)
classified-ad: અર્જન્ટ વેચાણ જોઈએ છે. પ્લોટ/ બંગલો સ્વતંત્ર હોસ્ટેલ લાયક 500થી 1500 વાર, બોપલ, ઘુમા, સાણંદ, પલોડિયા, રાચરડા. 9376260602 (1140, 392, 1315, 480)
box-agency: REALTAUR (228, 684, 400, 704)
color-dot (792, 2138, 804, 2150)
cmyk-dots-icon (1122, 2138, 1188, 2153)
classified-ad: For Sale Office 760 Sq ft Fully Furnished 60 Sq.ft Terrace, Ratnanjali Square, Nr Gloria Hotel, Premathirth Derasar Road, Satellite Call Corporate Lion:- 9512772444 (227, 321, 402, 442)
color-dot (1454, 2138, 1466, 2150)
section-heading: ભાડે આપવાનું છે (1140, 481, 1315, 503)
banner-gujarati-label: ક્લાસિફાઇડ (370, 88, 513, 125)
classified-ad: તાત્કાલીક Urgent વેચવાની છે ઓફિસ, 1640 Sq. feet, રોડ સાઈડ ફેસિંગ, ટાઈટેનીયમ મોલ, શ્યામલ, સેટેલાઈટ, અમદાવાદ. વિદેશ જવાનું હોવાથી. સંપર્ક- 9601265629 (592, 420, 767, 524)
classified-ad: વેચાણ આપવાનો છે ફ્લેટ 3 બેડરૂમ હોલ કીચન, સેટેલાઈટ 9998847271 (44, 229, 219, 283)
column-5 (775, 226, 949, 1944)
box-phone: 9898674747 (411, 677, 582, 697)
classified-ad: વેચવાની છે શોપ 873 ફૂટ, ગ્રાઉન્ડ ફ્લોર Sarathya west maher street VIP road shela 9173940426 (1322, 266, 1497, 337)
box-location: સેટેલાઈટ (474, 661, 520, 675)
classified-ad: વેચવાનો છે ફ્લેટ, 4 Bed, 2460 Feet, Orchid Heights, Shela, Owner- 9978134488 (1322, 1157, 1497, 1211)
classified-ad: વેચવાનો છે શોરૂમ વેલ ફર્નિશ્ડ આર્ક્સેટ્સ, 288 ફૂટ, શિવરંજની, સેટેલાઈટ. 9157988992 (409, 1370, 584, 1424)
classified-ad: વેચવાનો છે પ્લોટ 5000 વાર પલોડીયા, શીલજ 9909998637 The Real Estate Connect (1140, 1499, 1315, 1553)
rent-shop-ad-box (227, 569, 402, 727)
section-heading: શેલા (1322, 112, 1497, 134)
page-header (44, 29, 1496, 55)
classified-ad: વેચવાનો છે ફ્લેટ 3 બેડ, 2200 ફૂટ, Heritage Skyz, Satellite, reality corp. 9723516665 (227, 1297, 402, 1350)
color-dot (92, 2138, 104, 2150)
classified-ad: વેચવાનો છે પેન્ટહાઉસ, લક્ઝુરિયસ, 5 બેડરૂમ, 11400 ફૂટ, આંબલી રોડ, SG Highway Swastik Properties 9712384441 (1505, 1716, 1680, 1803)
classified-ad: વેચવાનો છે ફ્લેટ, 4 B H K, રત્નાકર, સેટેલાઈટ, બ્રોકર- 9974490018 (409, 437, 584, 491)
classified-ad: For Sale Flat, 4 B H K, Semi Furnished, 280 Yards, Satellite- 9925000385 (44, 977, 219, 1031)
classified-ad: ભાડે આપવાનો છે બંગલો, 4 બેડ, પ્રહલાદનગર, સેટેલાઈટ. 9824056344/ 8866500881 (592, 1640, 767, 1694)
classified-ad: વેચવાની છે ભાડુઆત વાળી ઓફિસ, 1016 ચો. ફૂટ, ફૂલી ફર્નિશ્ડ, ટાઈમ્સ સ્ક્વેર- 1, બાગબાન પાર્ટી પ્લોટ સામે, શીલજ રોડ, થલતેજ. 9687088806, 8160718582 (1505, 1347, 1680, 1434)
section-heading: સેટેલાઈટ (44, 112, 219, 134)
classified-ad: વેચવાનો છે ફ્લેટ, 3 બેડરૂમ, કિચન, બેઝમેન્ટ, સેલ્બી હોસ્પિટલ પાસે, પ્રહલાદનગર, સેટેલાઈટ. 9825409025 (592, 524, 767, 595)
classified-ad: વેચવાનો છે ફ્લેટ 3 બેડરૂમ, Orchid Legacy, Applewood, શેલા. 7878993456 (1505, 305, 1680, 359)
classified-ad: ભાડે આપવાનો છે ફ્લેટ 3 B H K ઘુમા 9978880459 (1140, 612, 1315, 649)
classified-ad: For Sale Luxurious Flat 4000 Square Feet 4 Bedroom Hall Kitchen with Servent Room Premartirth Derasar Road Satellite 8758557638 (409, 1195, 584, 1299)
classified-ad: ભાડે આપવાનો છે ફ્લેટ, 3 બેડ ફર્નિશ્ડ, શ્યામલ, સેટેલાઈટ. 8000766665 (592, 1694, 767, 1748)
classified-ad: વેચવાનો છે પ્લોટ 680 વાર શેલા 9909998637 The Real Estate Connect (1505, 251, 1680, 305)
classified-ad: વેચવાનો છે ફ્લેટ, 3 B H K, 1761 ફૂટ સુકીર્તિ 54 શેલા Broker 9725927607 (1322, 889, 1497, 943)
classified-ad: For Sale Flat 2 B H K 1230 Sq. Ft., Saanvi Nirman Solace Near Safal Parisar- 1, South Bopal. Realtaur. 9099902602 (957, 899, 1132, 987)
color-dot (1170, 2138, 1182, 2150)
edition-label: (અમદાવાદ આવૃત્તિ) (1220, 29, 1355, 48)
classified-ad: For Sale Plot 800 var, Medhansh, shela. Broker 7600703015. (1322, 1512, 1497, 1566)
classified-ad: વેચવાનો છે પ્લોટ, 49/ 486, ધર્મીષ્ઠા નગર, થલતેજ. 9824598392. દલાલ માફ. (1505, 1434, 1680, 1488)
classified-ad: વેચવાનો છે ફ્લેટ 3 B H K, 2778 ફૂટ ફૂલી ફર્નિશ્ડ સ્કાયસીટી શેલા 9909998637 The Real Estate Connect (1505, 110, 1680, 180)
box-heading: FOR RENT SHOP (228, 571, 400, 591)
classified-ad: For Sale Plot 1000 Yard Suramya 3 Palodia Shilaj Asset Procon. 9898980851 (1140, 966, 1315, 1020)
classified-ad: ભાડે આપવાનો છે Bungalow, 3 બેડરૂમ, Bansari, Green Acre સામે, Prahladnagar, Satellite. Broker- 9825050052 (775, 437, 949, 507)
classified-ad: ભાડે આપવાની છે દુકાન 200 ફૂટ, ફૂલી ફર્નિશ્ડ, વેજલપુર સાથે, સેટેલાઈટ 9879032570 (592, 1409, 767, 1463)
classified-ad: For Sale Plot 550 Yard Suramya 7 Shilaj Asset Procon. 9898980851 (1140, 913, 1315, 966)
classified-ad: વેચવાનો છે સ્વતંત્ર 3000 વારનો R3 પ્લોટ, આંબલી, Adisvar Globale 9879996383 (957, 510, 1132, 564)
classified-ad: For Rent Bungalow 4 B H K Fully Furnished South Bopal 9909998637 The Real Estate Connect (1140, 756, 1315, 827)
classified-ad: વેચવાનો છે બંગલો 5 B H K 1138 વાર પ્લોટ ટેરેસ ફેસિંગ નંદનબાગ શેલા 9909998637 The Real Estate Connect (1505, 180, 1680, 251)
classified-ad: ભાડે આપવાનો છે શોરૂમ 685 sq. ft. પ્રેરણાતીર્થ દેરાસર રોડ, સેટેલાઈટ. 9726566115 (775, 863, 949, 916)
color-dot (1139, 2138, 1151, 2150)
classified-ad: તાત્કાલિક જોઈએ છે. પ્લોટ 500થી 1000 વાર, ગ્રીન સિટી, શાંતીવન, આરોહી ક્લબ, રજિથ, સીમ્સની, ઘુમા 9638330353 (1140, 322, 1315, 392)
box-building: SUN AVENUE ONE (250, 630, 378, 647)
classified-ad: ભાડે/ વેચાણ આપવાની છે ગ્રાઉન્ડ ફ્લોર દુકાન 250 ફૂટ જોધપુર, સેટેલાઈટ. 9898403611 (227, 1243, 402, 1297)
classified-ad: વેચવાનો છે ફ્લેટ, 3 બેડરૂમ, 1620 ફૂટ, સફલ પરિસર- 2, સાઉથ બોપલ- 9924487400 (775, 1693, 949, 1746)
column-divider (1501, 61, 1502, 2129)
classified-ad: ભાડે આપવાનો છે ફ્લેટ 3 બેડરૂમ હોલ કીચન, પ્રેરણાતીર્થ દેરાસર પાસે, સેટેલાઈટ, ફક્ત ફેમીલી બ્રોકર 9714944233 (592, 1161, 767, 1231)
classified-ad: વેચવાનો છે ફ્લેટ, 3 B H K, શેલા, Mobile- 9426088484 (1322, 1619, 1497, 1656)
classified-ad: ભાડે આપવાનો છે ફ્લેટ 3 B H K, 1200 ફૂટ, Sun Footprint, Shela. Realty Corp 8320871800. (1322, 1888, 1497, 1958)
classified-ad: વેચવાનો છે ફ્લેટ 3 B H K, શેલા 9909998637 The Real Estate Connect (1322, 1781, 1497, 1835)
classified-ad: વેચવાનો છે ફ્લેટ, 3 બેડ, 1915 ફૂટ, પ્રહલાદનગર, સેટેલાઈટ. 9925244966 (227, 925, 402, 979)
color-dot (413, 2138, 425, 2150)
cmyk-dots-icon (44, 2138, 110, 2153)
classified-ad: વેચવાનો છે પ્લોટ 500 વાર. Shangrila, ઘુમા. Wright Properties, 9909951506 (775, 965, 949, 1019)
classified-ad: વેચવાનો છે ફ્લેટ 3 બેડ હોલ કિચન, ફર્નિશ્ડ, જોધપુર ક્રોસ રોડ, સેટેલાઈટ. 9726134422 (592, 366, 767, 420)
classified-ad: વેચવાનો છે ફ્લેટ, લક્ઝુરીયસ, 4 બેડરૂમ, 6120 ફૂટ, આંબલી રોડ, SG Highway Swastik Properties 9712384441 (1505, 1575, 1680, 1645)
classified-ad: For Sale Plot, 1100 var, Surbhit Vatika, Shela. Broker 7600703015. (1322, 1566, 1497, 1620)
classified-ad: For Rent Shop Ground Floor 2400 Sq. Ft., Serenity Satyam, South Bopal. Realtaur. 9898129897 (1140, 686, 1315, 756)
color-dot (1500, 2138, 1512, 2150)
column-6 (957, 226, 1132, 1882)
classified-ad: વેચવાનો છે બંગલો, લક્ઝુરિયસ, 5 B H K સાઉથ બોપલ, 9428607214 (775, 1267, 949, 1321)
classified-ad: વેચવાનો છે ફ્લેટ 4 B H K Riviera Aspire સ્કાય સિટી બોપલ- 9512156075 (957, 387, 1132, 441)
classified-ad: જોઈએ છે. વેચાણથી બંગલો શ્યામલ પ્રહલાદનગર સેટેલાઈટ Panchani Realty 9712921524 (592, 707, 767, 778)
classified-ad: ભાડે આપવાની છે ઓફિસ, 550 ફૂટ, ફૂલી ફર્નિશ્ડ, ટાઈટેનીયમ સ્ક્વેર, કોર્પોરેટ રોડ, પ્રહલાદનગર, સેટેલાઈટ, શ્રીહરીન- 9825014317 (775, 226, 949, 313)
classified-ad: વેચવાનો છે પેન્ટહાઉસ 5 B H K ઈસ્કોન રોડ સેટેલાઈટ 9909998637 The Real Estate Connect (409, 226, 584, 296)
classified-ad: વેચવાનો છે ફ્લેટ, 4 B H K, રત્નાકર, હવેલી/ દેરાસર પાસે, સેટેલાઈટ. Radhe Krishna Real Estate. 8469315719 (409, 1651, 584, 1722)
classified-ad: ભાડે આપવાની છે ઓફિસ, સેટેલાઈટ Contact 7600154555 (775, 755, 949, 809)
showroom-ad-box (409, 624, 584, 699)
classified-ad: વેચાણ આપવાનો છે ફ્લેટ 2 બેડરૂમ હોલ કીચન, આનંદનગર, રમ્પો માળ, રિધી ટાવર, સેટેલાઈટ 7777988016 (44, 444, 219, 514)
color-dot (76, 2138, 89, 2150)
classified-ad: વેચવાનો છે ફ્લેટ 4 B H K, 3600 Sq. Ft., પ્રહલાદનગર, સેટેલાઈટ. મોબાઈલ- 9737441333 Treeton Realty (409, 1843, 584, 1913)
classified-ad: વેચવાની છે શોપ 1081 ફૂટ, ગ્રાઉન્ડ ફ્લોર Eklingji satvam Safal parisar road, South Bopal, 9924250830 (775, 1196, 949, 1267)
